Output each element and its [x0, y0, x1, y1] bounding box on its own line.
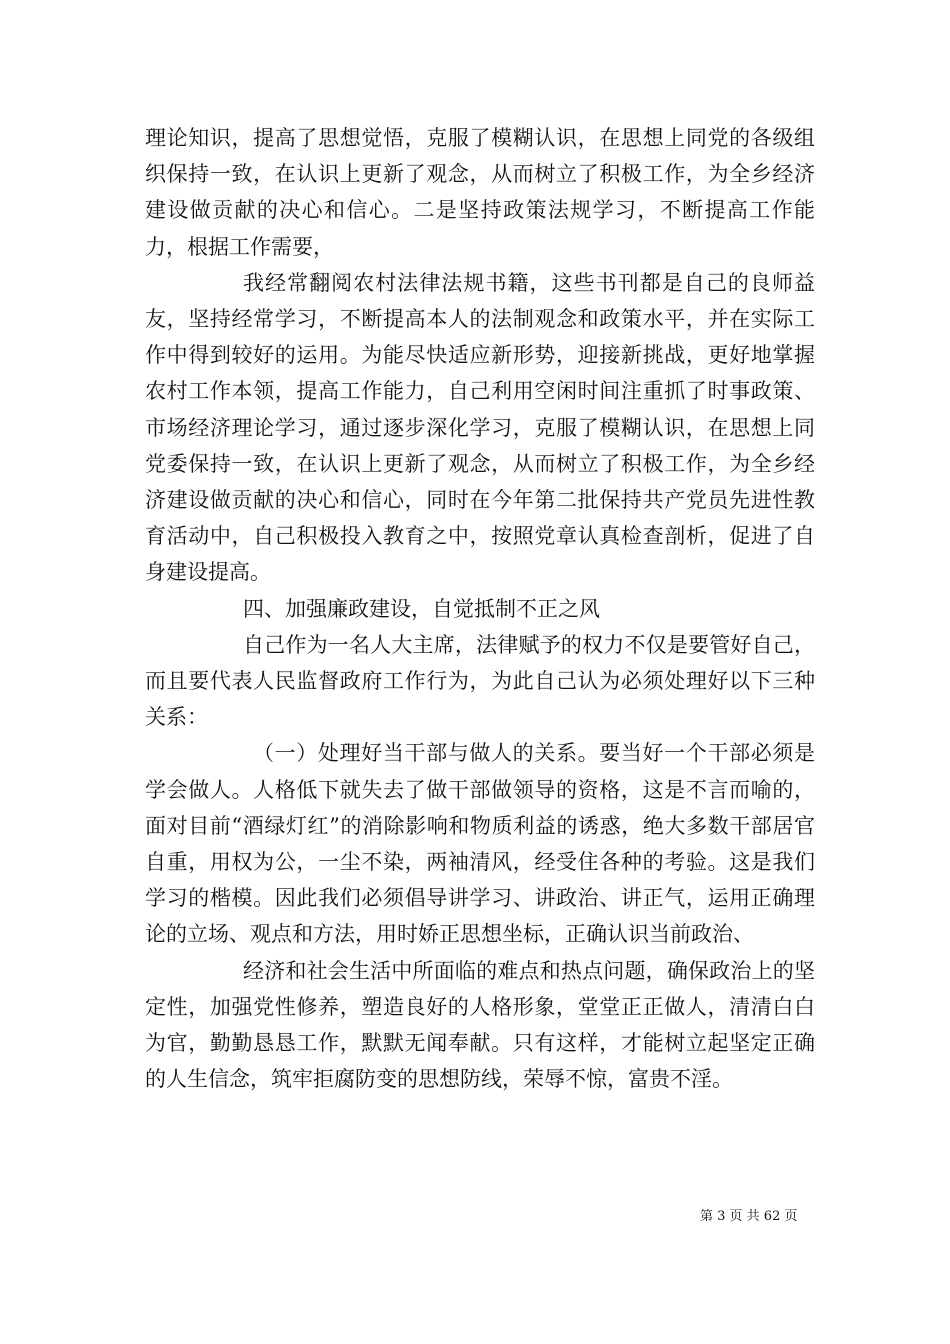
paragraph-political-firmness: 经济和社会生活中所面临的难点和热点问题，确保政治上的坚定性，加强党性修养，塑造良好的人格形象，堂堂正正做人，清清白白为官，勤勤恳恳工作，默默无闻奉献。只有这样，才能树立起坚定正确的人生信念，筑牢拒腐防变的思想防线，荣辱不惊，富贵不淫。 — [145, 958, 815, 1092]
paragraph-three-relations: 自己作为一名人大主席，法律赋予的权力不仅是要管好自己，而且要代表人民监督政府工作行为，为此自己认为必须处理好以下三种关系： — [145, 632, 815, 730]
paragraph-cadre-and-person: （一）处理好当干部与做人的关系。要当好一个干部必须是学会做人。人格低下就失去了做干部做领导的资格，这是不言而喻的，面对目前“酒绿灯红”的消除影响和物质利益的诱惑，绝大多数干部居官自重，用权为公，一尘不染，两袖清风，经受住各种的考验。这是我们学习的楷模。因此我们必须倡导讲学习、讲政治、讲正气，运用正确理论的立场、观点和方法，用时娇正思想坐标，正确认识当前政治、 — [145, 741, 815, 947]
paragraph-study-laws: 我经常翻阅农村法律法规书籍，这些书刊都是自己的良师益友，坚持经常学习，不断提高本人的法制观念和政策水平，并在实际工作中得到较好的运用。为能尽快适应新形势，迎接新挑战，更好地掌握农村工作本领，提高工作能力，自己利用空闲时间注重抓了时事政策、市场经济理论学习，通过逐步深化学习，克服了模糊认识，在思想上同党委保持一致，在认识上更新了观念，从而树立了积极工作，为全乡经济建设做贡献的决心和信心，同时在今年第二批保持共产党员先进性教育活动中，自己积极投入教育之中，按照党章认真检查剖析，促进了自身建设提高。 — [145, 270, 815, 585]
paragraph-continued: 理论知识，提高了思想觉悟，克服了模糊认识，在思想上同党的各级组织保持一致，在认识上更新了观念，从而树立了积极工作，为全乡经济建设做贡献的决心和信心。二是坚持政策法规学习，不断提高工作能力，根据工作需要， — [145, 126, 815, 259]
document-body — [145, 120, 815, 1097]
page-number-footer: 第 3 页 共 62 页 — [700, 1209, 798, 1224]
section-heading-integrity: 四、加强廉政建设，自觉抵制不正之风 — [243, 596, 600, 621]
